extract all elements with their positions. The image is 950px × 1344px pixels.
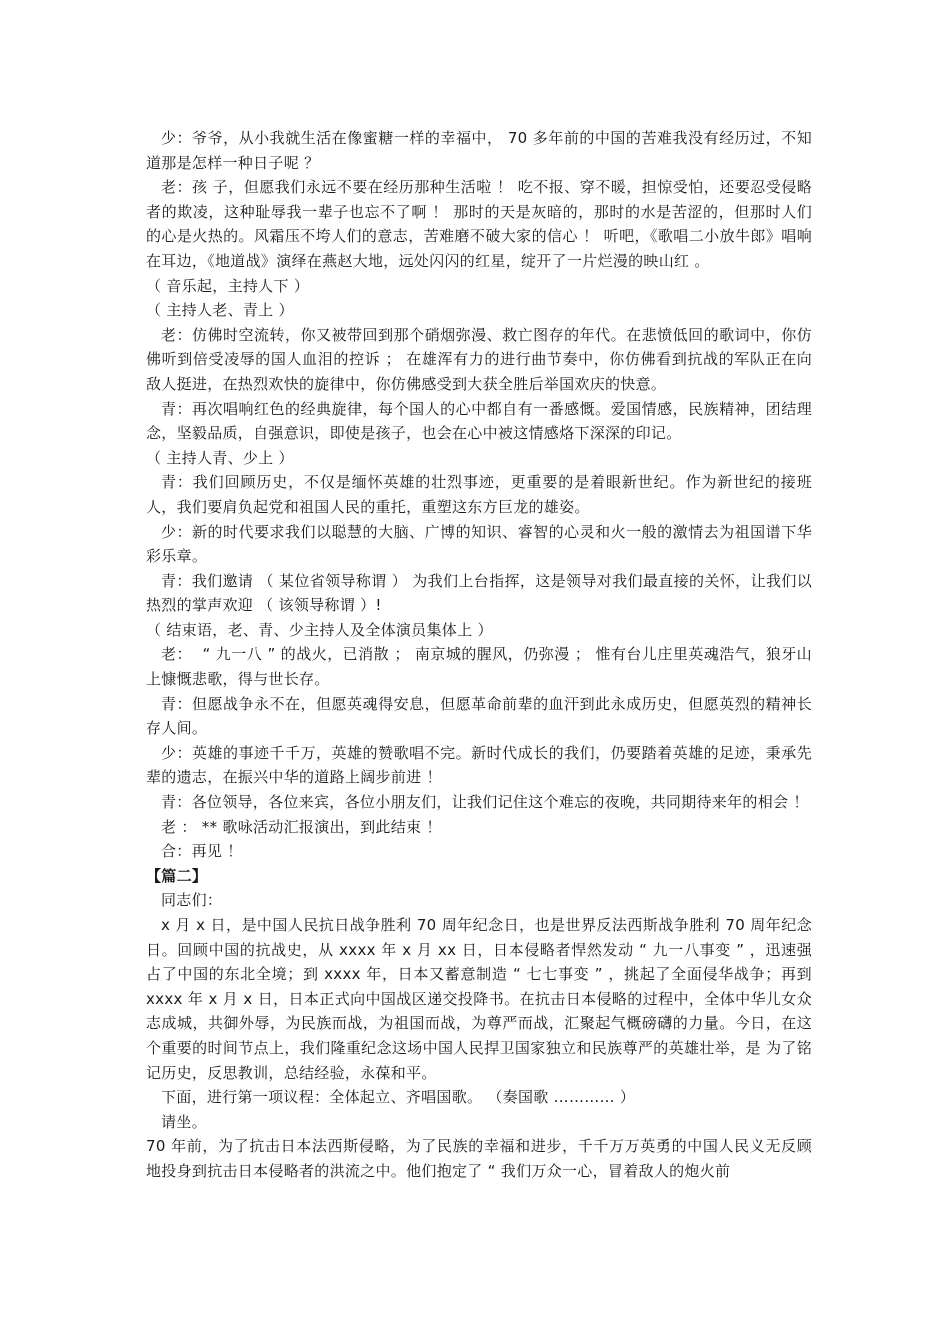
paragraph-qing-1: 青：再次唱响红色的经典旋律，每个国人的心中都自有一番感慨。爱国情感，民族精神，团结理念，坚毅品质，自强意识，即使是孩子，也会在心中被这情感烙下深深的印记。 <box>146 399 812 443</box>
paragraph-lao-2: 老：仿佛时空流转，你又被带回到那个硝烟弥漫、救亡图存的年代。在悲愤低回的歌词中，你仿佛听到倍受凌辱的国人血泪的控诉 ； 在雄浑有力的进行曲节奏中，你仿佛看到抗战的军队正在向敌人挺进，在热烈欢快的旋律中，你仿佛感受到大获全胜后举国欢庆的快意。 <box>146 325 812 393</box>
stage-direction-3: （ 主持人青、少上 ） <box>146 448 294 467</box>
paragraph-please-sit: 请坐。 <box>161 1112 207 1131</box>
stage-direction-4: （ 结束语，老、青、少主持人及全体演员集体上 ） <box>146 620 493 639</box>
paragraph-lao-4: 老 ： ** 歌咏活动汇报演出，到此结束 ！ <box>161 817 442 836</box>
section-heading: 【篇二】 <box>146 866 208 885</box>
paragraph-shao-1: 少：爷爷，从小我就生活在像蜜糖一样的幸福中， 70 多年前的中国的苦难我没有经历过，不知道那是怎样一种日子呢 ？ <box>146 129 812 172</box>
stage-direction-1: （ 音乐起，主持人下 ） <box>146 276 310 295</box>
paragraph-agenda: 下面，进行第一项议程：全体起立、齐唱国歌。 （奏国歌 ………… ） <box>161 1088 636 1107</box>
paragraph-qing-2: 青：我们回顾历史，不仅是缅怀英雄的壮烈事迹，更重要的是着眼新世纪。作为新世纪的接班人，我们要肩负起党和祖国人民的重托，重塑这东方巨龙的雄姿。 <box>146 473 812 516</box>
paragraph-qing-5: 青：各位领导，各位来宾，各位小朋友们，让我们记住这个难忘的夜晚，共同期待来年的相会 ！ <box>161 793 809 812</box>
paragraph-speech-1: x 月 x 日，是中国人民抗日战争胜利 70 周年纪念日，也是世界反法西斯战争胜利 70 周年纪念日。回顾中国的抗战史，从 xxxx 年 x 月 xx 日，日本侵略者悍然发动 “ 九一八事变 ” ，迅速强占了中国的东北全境；到 xxxx 年，日本又蓄意制造 “ 七七事变 ” ，挑起了全面侵华战争；再到 xxxx 年 x 月 x 日，日本正式向中国战区递交投降书。在抗击日本侵略的过程中，全体中华儿女众志成城，共御外辱，为民族而战，为祖国而战，为尊严而战，汇聚起气概磅礴的力量。今日，在这个重要的时间节点上，我们隆重纪念这场中国人民捍卫国家独立和民族尊严的英雄壮举，是 为了铭记历史，反思教训，总结经验，永葆和平。 <box>146 916 818 1082</box>
paragraph-qing-4: 青：但愿战争永不在，但愿英魂得安息，但愿革命前辈的血汗到此永成历史，但愿英烈的精神长存人间。 <box>146 694 812 738</box>
paragraph-qing-3: 青：我们邀请 （ 某位省领导称谓 ） 为我们上台指挥，这是领导对我们最直接的关怀，让我们以热烈的掌声欢迎 （ 该领导称谓 ）! <box>146 571 812 615</box>
paragraph-lao-3: 老： “ 九一八 ” 的战火，已消散 ； 南京城的腥风，仍弥漫 ； 惟有台儿庄里英魂浩气，狼牙山上慷慨悲歌，得与世长存。 <box>146 645 812 689</box>
salutation: 同志们： <box>161 891 223 910</box>
paragraph-he: 合：再见 ！ <box>161 842 243 861</box>
paragraph-speech-2: 70 年前，为了抗击日本法西斯侵略，为了民族的幸福和进步，千千万万英勇的中国人民义无反顾地投身到抗击日本侵略者的洪流之中。他们抱定了 “ 我们万众一心，冒着敌人的炮火前 <box>146 1137 812 1180</box>
stage-direction-2: （ 主持人老、青上 ） <box>146 301 294 320</box>
document-body <box>146 126 818 1184</box>
paragraph-shao-3: 少：英雄的事迹千千万，英雄的赞歌唱不完。新时代成长的我们，仍要踏着英雄的足迹，秉承先辈的遗志，在振兴中华的道路上阔步前进 ！ <box>146 743 812 787</box>
paragraph-shao-2: 少：新的时代要求我们以聪慧的大脑、广博的知识、睿智的心灵和火一般的激情去为祖国谱下华彩乐章。 <box>146 522 812 566</box>
paragraph-lao-1: 老：孩 子，但愿我们永远不要在经历那种生活啦 ！ 吃不报、穿不暖，担惊受怕，还要忍受侵略者的欺凌，这种耻辱我一辈子也忘不了啊 ！ 那时的天是灰暗的，那时的水是苦涩的，但那时人们的心是火热的。风霜压不垮人们的意志，苦难磨不破大家的信心 ！ 听吧，《歌唱二小放牛郎》唱响在耳边，《地道战》演绎在燕赵大地，远处闪闪的红星，绽开了一片烂漫的映山红 。 <box>146 178 812 270</box>
